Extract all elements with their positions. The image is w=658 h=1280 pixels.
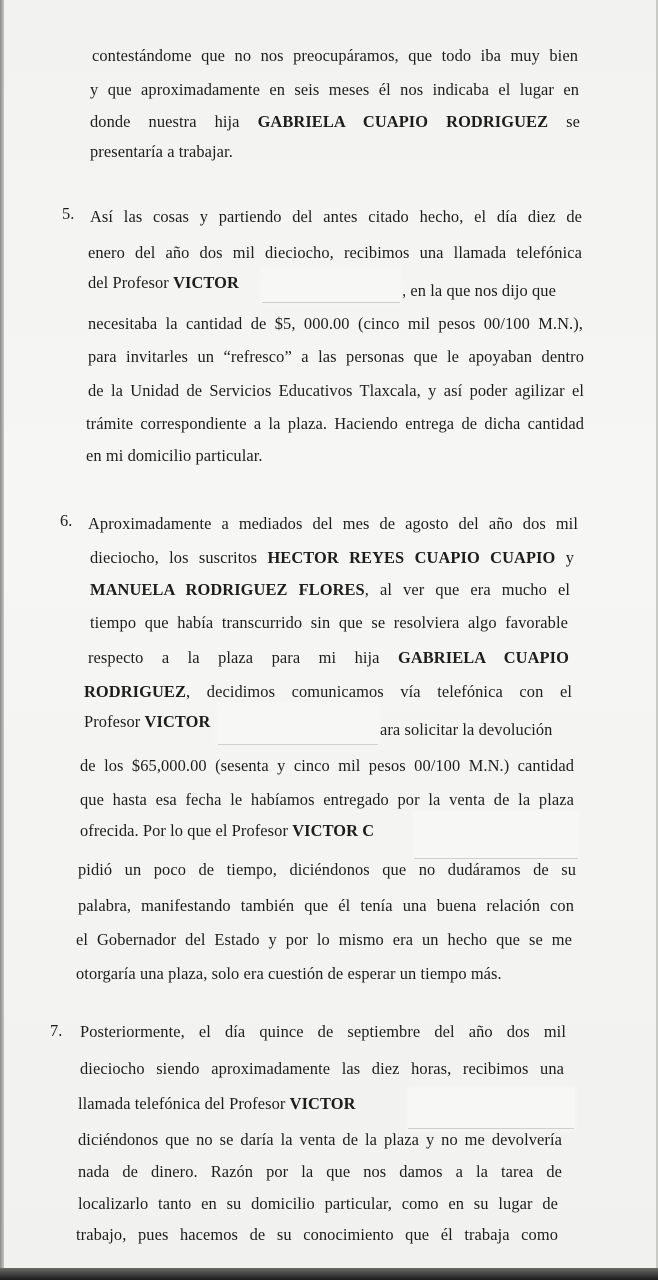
text-line: trabajo, pues hacemos de su conocimiento que él trabaja como	[76, 1225, 558, 1244]
redaction-box	[408, 1088, 574, 1129]
page-bottom-edge	[0, 1268, 658, 1280]
text-segment: donde nuestra hija	[90, 112, 258, 131]
person-name: VICTOR C	[292, 821, 375, 840]
redaction-box	[218, 704, 378, 745]
text-segment: respecto a la plaza para mi hija	[88, 648, 398, 667]
person-name: RODRIGUEZ	[84, 682, 186, 701]
person-name: GABRIELA CUAPIO RODRIGUEZ	[257, 112, 549, 131]
text-line	[90, 112, 580, 132]
text-line: enero del año dos mil dieciocho, recibimos una llamada telefónica	[88, 243, 582, 262]
text-line: en mi domicilio particular.	[86, 446, 263, 465]
person-name: MANUELA RODRIGUEZ FLORES	[90, 580, 365, 599]
person-name: HECTOR REYES CUAPIO CUAPIO	[267, 548, 556, 567]
text-line: Aproximadamente a mediados del mes de agosto del año dos mil	[88, 514, 578, 533]
text-segment: y	[555, 548, 574, 567]
text-line: pidió un poco de tiempo, diciéndonos que no dudáramos de su	[78, 860, 576, 879]
person-name: VICTOR	[144, 712, 211, 731]
text-line: otorgaría una plaza, solo era cuestión de esperar un tiempo más.	[76, 964, 502, 983]
text-line: Posteriormente, el día quince de septiembre del año dos mil	[80, 1022, 566, 1041]
text-line	[88, 273, 239, 293]
person-name: GABRIELA CUAPIO	[397, 648, 569, 667]
text-line: necesitaba la cantidad de $5, 000.00 (cinco mil pesos 00/100 M.N.),	[88, 314, 583, 333]
text-line	[90, 580, 570, 600]
text-line: trámite correspondiente a la plaza. Haciendo entrega de dicha cantidad	[86, 414, 584, 433]
text-segment: ofrecida. Por lo que el Profesor	[80, 821, 293, 840]
redaction-box	[414, 812, 578, 859]
text-segment: llamada telefónica del Profesor	[78, 1094, 290, 1113]
paragraph-number: 6.	[60, 511, 73, 530]
redaction-box	[262, 268, 400, 303]
text-line	[80, 821, 374, 841]
text-line: el Gobernador del Estado y por lo mismo era un hecho que se me	[76, 930, 572, 949]
text-line: que hasta esa fecha le habíamos entregado por la venta de la plaza	[80, 790, 574, 809]
text-segment: del Profesor	[88, 273, 174, 292]
text-segment: Profesor	[84, 712, 145, 731]
text-line: de los $65,000.00 (sesenta y cinco mil pesos 00/100 M.N.) cantidad	[80, 756, 574, 775]
text-line: para invitarles un “refresco” a las personas que le apoyaban dentro	[88, 347, 584, 366]
text-line: localizarlo tanto en su domicilio particular, como en su lugar de	[78, 1194, 558, 1213]
text-line: contestándome que no nos preocupáramos, que todo iba muy bien	[92, 46, 578, 65]
text-segment: , decidimos comunicamos vía telefónica con el	[186, 682, 572, 701]
text-line	[84, 712, 210, 732]
text-line	[90, 548, 574, 568]
text-segment: dieciocho, los suscritos	[90, 548, 268, 567]
text-line	[84, 682, 572, 702]
person-name: VICTOR	[173, 273, 239, 292]
text-line: ara solicitar la devolución	[380, 720, 553, 739]
text-line: presentaría a trabajar.	[90, 142, 233, 161]
person-name: VICTOR	[289, 1094, 356, 1113]
text-line: de la Unidad de Servicios Educativos Tlaxcala, y así poder agilizar el	[88, 381, 584, 400]
text-line: Así las cosas y partiendo del antes citado hecho, el día diez de	[90, 207, 582, 226]
text-line: tiempo que había transcurrido sin que se resolviera algo favorable	[90, 613, 568, 632]
text-line: nada de dinero. Razón por la que nos damos a la tarea de	[78, 1162, 562, 1181]
paragraph-number: 5.	[62, 204, 75, 223]
text-line: diciéndonos que no se daría la venta de la plaza y no me devolvería	[78, 1130, 562, 1149]
text-line	[88, 648, 569, 668]
text-line: palabra, manifestando también que él tenía una buena relación con	[78, 896, 574, 915]
text-segment: se	[548, 112, 580, 131]
text-line	[78, 1094, 356, 1114]
text-line: y que aproximadamente en seis meses él nos indicaba el lugar en	[90, 80, 579, 99]
paragraph-number: 7.	[50, 1021, 63, 1040]
text-line: dieciocho siendo aproximadamente las diez horas, recibimos una	[80, 1059, 564, 1078]
text-segment: , al ver que era mucho el	[364, 580, 570, 599]
document-page	[4, 0, 656, 1268]
text-line: , en la que nos dijo que	[402, 281, 556, 300]
